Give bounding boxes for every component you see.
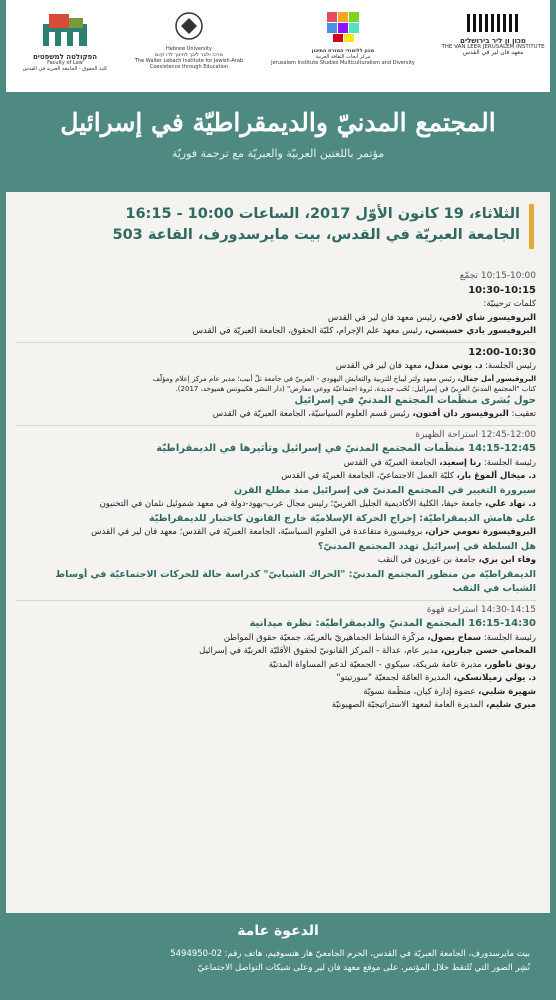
section-divider (16, 425, 536, 426)
program-text: كليّة العمل الاجتماعيّ، الجامعة العبريّة في القدس (281, 471, 457, 481)
van-leer-lines-icon (463, 10, 523, 34)
speaker-name: رونق ناطور، (484, 659, 536, 670)
van-leer-logo (438, 10, 548, 80)
footer-address: بيت مايرسدورف، الجامعة العبريّة في القدس، الحرم الجامعيّ هار هتسوفيم، هاتف رقم: 02-5494950 (170, 949, 530, 959)
program-row (16, 617, 536, 632)
page-subtitle: مؤتمر باللغتين العربيّة والعبريّة مع ترجمة فوريّة (171, 147, 385, 160)
speaker-affiliation: الجامعة العبريّة في القدس (343, 457, 440, 468)
speaker-affiliation: مركّزة النشاط الجماهيريّ بالعربيّة، جمعيّة حقوق المواطن (223, 632, 428, 643)
multiculturalism-logo-sub1: مركز أبحاث الثقافة العربية (315, 54, 371, 60)
program-text: المديرة العامّة لجمعيّة "سورتيتو" (336, 673, 454, 683)
program-text: كتاب "المجتمع المدنيّ العربيّ في إسرائيل: نُخَب جديدة، ثروة اجتماعيّة ووعي معارض" (دار النشر هكيبوتس هميوحد، 2017). (175, 384, 536, 393)
speaker-name: د. نهاد علي، (485, 499, 536, 509)
session-title: على هامش الديمقراطيّة: إخراج الحركة الإسلاميّة خارج القانون كاختبار للديمقراطيّة (148, 512, 536, 524)
program-row (16, 512, 536, 527)
time-slot: 12:00-10:30 (468, 346, 536, 358)
program-row (16, 270, 536, 284)
program-row (16, 645, 536, 659)
program-row (16, 312, 536, 326)
colored-squares-icon (325, 10, 361, 44)
law-logo-title: הפקולטה למשפטים (32, 53, 98, 61)
session-title: الديمقراطيّة من منظور المجتمع المدنيّ: "الحراك الشبابيّ" كدراسة حالة للحركات الاجتماعيّة في أوساط (55, 568, 536, 580)
time-slot: 10:30-10:15 (468, 284, 536, 296)
session-title: الشباب في النقب (452, 583, 536, 594)
footer (6, 913, 550, 1000)
program-row (16, 360, 536, 374)
program-text: المديرة العامة لمعهد الاستراتيجيّة الصهيونيّة (331, 700, 487, 710)
program-row (16, 484, 536, 499)
time-slot: 14:30-14:15 استراحة قهوة (426, 604, 536, 615)
law-logo-sub1: Faculty of Law (47, 60, 83, 66)
program-row (16, 408, 536, 422)
program-row (16, 672, 536, 686)
lebach-logo-sub1: מרכז ולטר ליבך לחינוך לדו קיום (155, 52, 223, 58)
program-row (16, 346, 536, 361)
program-row (16, 498, 536, 512)
venue-line: الجامعة العبريّة في القدس، بيت مايرسدورف، القاعة 503 (112, 227, 520, 243)
program-row (16, 429, 536, 443)
program-row (16, 457, 536, 471)
speaker-name: البروفيسور أمل جمال، (457, 374, 536, 383)
program-row (16, 442, 536, 457)
program-text: رئيس معهد ولتر ليباخ للتربية والتعايش اليهودي - العربيّ في جامعة تلّ أبيب؛ مدير عام مركز إعلام ومؤلّف (152, 374, 458, 383)
multiculturalism-logo-title: מכון ללימודי המזרח התיכון (311, 48, 375, 54)
program-row (16, 632, 536, 646)
speaker-name: سماح بصول، (427, 632, 482, 643)
time-slot: 12:45-12:00 استراحة الظهيرة (415, 429, 536, 440)
program-text: رئيس معهد علم الإجرام، كليّة الحقوق، الجامعة العبريّة في القدس (192, 326, 425, 336)
lebach-logo-sub2: The Walter Lebach Institute for Jewish-Arab Coexistence through Education (134, 58, 244, 70)
program-label: رئيسة الجلسة: (481, 632, 536, 643)
program-label: تعقيب: (508, 409, 536, 419)
section-divider (16, 342, 536, 343)
speaker-name: وفاء ابن بري، (478, 555, 536, 565)
program-text: جامعة بن غوريون في النقب (377, 555, 479, 565)
speaker-name: المحامي حسن جبارين، (440, 646, 536, 656)
program-text: عضوة إدارة كيان، منظّمة نسويّة (363, 686, 479, 697)
speaker-name: رنا إسعيد، (439, 457, 482, 468)
van-leer-logo-sub2: معهد فان لير في القدس (462, 49, 524, 56)
program-row (16, 554, 536, 568)
program-label: رئيسة الجلسة: (481, 457, 536, 468)
session-title: 14:15-12:45 منظّمات المجتمع المدنيّ في إسرائيل وتأثيرها في الديمقراطيّة (156, 443, 536, 454)
logo-bar (6, 0, 550, 92)
session-title: سيرورة التغيير في المجتمع المدنيّ في إسرائيل منذ مطلع القرن (233, 484, 536, 496)
law-logo-sub2: كلية الحقوق - الجامعة العبرية في القدس (22, 66, 108, 72)
speaker-name: ميري شليم، (486, 700, 536, 710)
program-row (16, 470, 536, 484)
speaker-affiliation: رئيس قسم العلوم السياسيّة، الجامعة العبريّة في القدس (212, 409, 413, 419)
header-band (6, 92, 550, 192)
program-label: رئيس الجلسة: (482, 361, 536, 371)
session-title: حول بُشرى منظّمات المجتمع المدنيّ في إسرائيل (294, 394, 536, 406)
section-divider (16, 600, 536, 601)
speaker-name: د. يولي زميلانسكي، (453, 673, 536, 683)
session-title: 16:15-14:30 المجتمع المدنيّ والديمقراطيّة: نظرة ميدانية (249, 618, 536, 629)
program-text: رئيس معهد فان لير في القدس (327, 312, 439, 323)
program-text: جامعة حيفا، الكلية الأكاديمية الجليل الغربيّ؛ رئيس مجال عرب-يهود-دولة في معهد شموئيل نئمان في التخنيون (99, 499, 486, 509)
program-text: بروفيسورة متقاعدة في العلوم السياسيّة، الجامعة العبريّة في القدس؛ معهد فان لير في القدس (91, 527, 426, 537)
multiculturalism-logo-sub2: Jerusalem Institute Studies Multiculturalism and Diversity (271, 60, 415, 66)
speaker-name: شهيرة شلبي، (478, 686, 536, 697)
lebach-logo-title: Hebrew University (166, 46, 212, 52)
speaker-affiliation: معهد فان لير في القدس (335, 361, 425, 371)
speaker-name: البروفيسور يادي حسيسي، (424, 326, 536, 336)
program-text: مدير عام، عدالة - المركز القانونيّ لحقوق الأقليّة العربيّة في إسرائيل (199, 646, 441, 656)
van-leer-logo-sub1: THE VAN LEER JERUSALEM INSTITUTE (441, 44, 545, 50)
program-text: كلمات ترحيبيّة: (483, 299, 536, 309)
program-row (16, 526, 536, 540)
program-row (16, 298, 536, 312)
speaker-name: د. يوني مندل، (424, 361, 483, 371)
program-row (16, 686, 536, 700)
program-row (16, 374, 536, 384)
program-row (16, 582, 536, 597)
date-line: الثلاثاء، 19 كانون الأوّل 2017، الساعات 10:00 - 16:15 (125, 206, 520, 222)
program-row (16, 284, 536, 299)
program-row (16, 540, 536, 555)
building-icon (39, 10, 91, 50)
program-row (16, 325, 536, 339)
time-slot: 10:15-10:00 تجمّع (459, 271, 536, 281)
program-row (16, 394, 536, 409)
lebach-emblem-icon (171, 10, 207, 42)
van-leer-logo-title: מכון ון ליר בירושלים (460, 37, 526, 45)
speaker-name: البروفيسور شاي لافي، (438, 312, 536, 323)
session-title: هل السلطة في إسرائيل تهدد المجتمع المدنيّ؟ (317, 540, 536, 552)
page-title: المجتمع المدنيّ والديمقراطيّة في إسرائيل (60, 108, 496, 137)
program-row (16, 659, 536, 673)
program (16, 270, 536, 713)
speaker-name: البروفيسور دان أفنون، (412, 409, 509, 419)
footer-notice: نُشِر الصور التي تُلتقط خلال المؤتمر، على موقع معهد فان لير وعلى شبكات التواصل الاجتماعيّ (197, 963, 530, 973)
program-row (16, 604, 536, 618)
speaker-name: د. ميخال ألموغ بار، (456, 471, 536, 481)
program-row (16, 699, 536, 713)
program-row (16, 568, 536, 583)
program-text: مديرة عامة شريكة، سيكوي - الجمعيّة لدعم المساواة المدنيّة (268, 659, 485, 670)
date-block (6, 204, 550, 246)
law-faculty-logo (20, 10, 110, 80)
multiculturalism-logo (268, 10, 418, 80)
lebach-logo (124, 10, 254, 80)
program-row (16, 384, 536, 394)
speaker-name: البروفيسورة نعومي حزان، (425, 527, 536, 537)
footer-title: الدعوة عامة (237, 923, 319, 939)
